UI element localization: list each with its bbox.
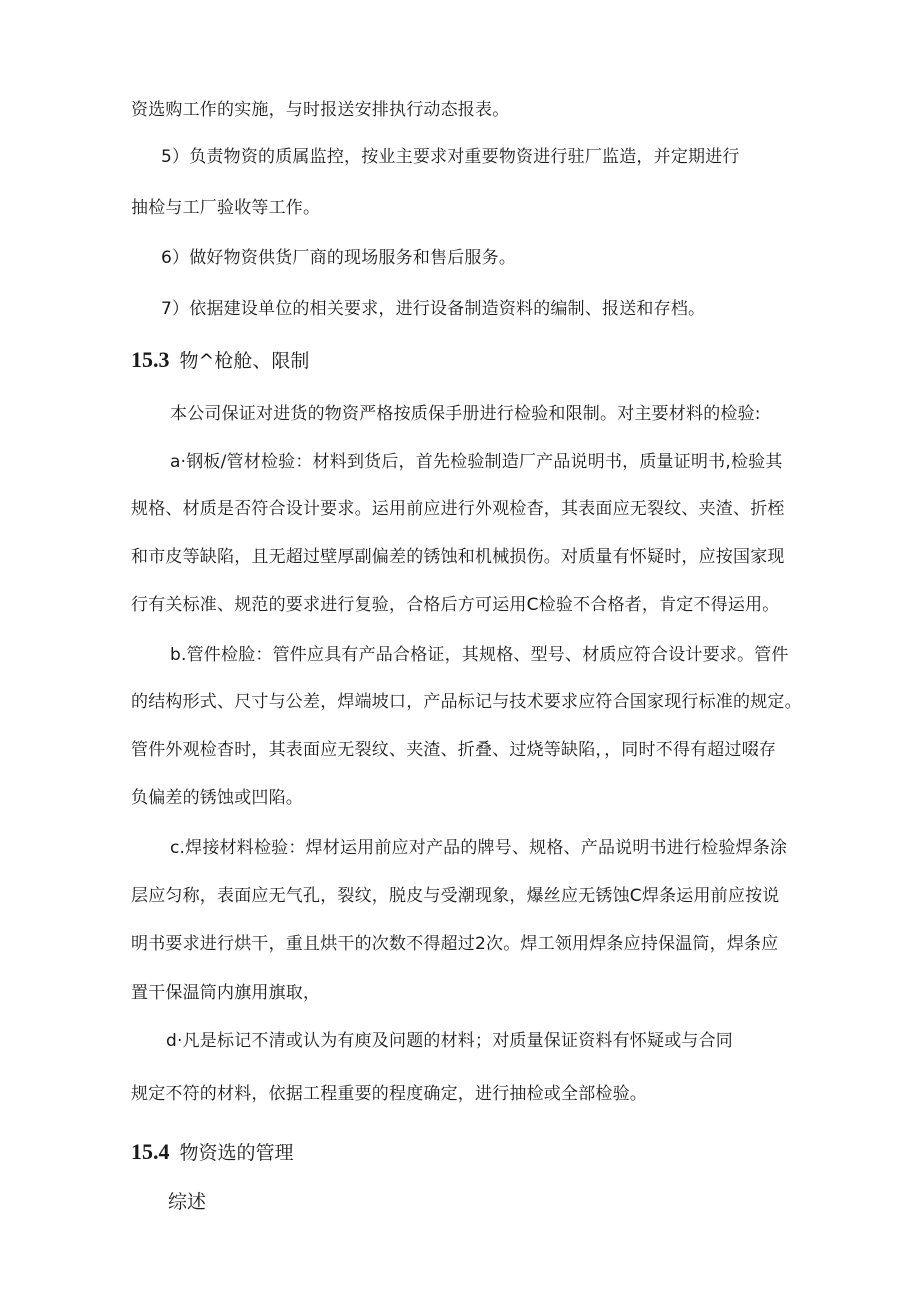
paragraph-line: c.焊接材料检验：焊材运用前应对产品的牌号、规格、产品说明书进行检验焊条涂: [170, 838, 788, 858]
paragraph-line: a·钢板/管材检验：材料到货后，首先检验制造厂产品说明书，质量证明书,检验其: [170, 452, 783, 472]
section-title: 物^枪舱、限制: [179, 350, 310, 372]
paragraph-line: 行有关标准、规范的要求进行复验，合格后方可运用C检验不合格者，肯定不得运用。: [131, 595, 780, 615]
paragraph-line: 层应匀称，表面应无气孔，裂纹，脱皮与受潮现象，爆丝应无锈蚀C焊条运用前应按说: [131, 886, 780, 906]
paragraph-line: 管件外观检杳时，其表面应无裂纹、夹渣、折叠、过烧等缺陷，，同时不得有超过啜存: [131, 740, 777, 760]
paragraph-line: 负偏差的锈蚀或凹陷。: [131, 788, 303, 808]
paragraph-line: 资选购工作的实施，与时报送安排执行动态报表。: [131, 100, 510, 120]
paragraph-line: 规定不符的材料，依据工程重要的程度确定，进行抽检或全部检验。: [131, 1084, 647, 1104]
subsection-heading: 综述: [168, 1191, 207, 1213]
list-item-5: 5）负责物资的质属监控，按业主要求对重要物资进行驻厂监造，并定期进行: [161, 147, 740, 167]
paragraph-line: 置干保温筒内旗用旗取，: [131, 983, 321, 1003]
section-number: 15.4: [131, 1139, 170, 1164]
paragraph-line: 抽检与工厂验收等工作。: [131, 198, 321, 218]
paragraph-line: 规格、材质是否符合设计要求。运用前应进行外观检杳，其表面应无裂纹、夹渣、折桎: [131, 499, 785, 519]
paragraph-line: b.管件检脸：管件应具有产品合格证，其规格、型号、材质应符合设计要求。管件: [170, 645, 789, 665]
list-item-7: 7）依据建设单位的相关要求，进行设备制造资料的编制、报送和存档。: [161, 299, 706, 319]
paragraph-line: 和市皮等缺陷，且无超过壁厚副偏差的锈蚀和机械损伤。对质量有怀疑时，应按国家现: [131, 547, 785, 567]
section-title: 物资选的管理: [179, 1142, 294, 1164]
paragraph-line: d·凡是标记不清或认为有庾及问题的材料；对质量保证资料有怀疑或与合同: [166, 1031, 733, 1051]
section-number: 15.3: [131, 347, 170, 372]
paragraph-line: 本公司保证对进货的物资严格按质保手册进行检验和限制。对主要材料的检验:: [170, 404, 761, 424]
section-heading-15-4: [131, 1137, 294, 1169]
paragraph-line: 明书要求进行烘干，重且烘干的次数不得超过2次。焊工领用焊条应持保温筒，焊条应: [131, 934, 779, 954]
list-item-6: 6）做好物资供货厂商的现场服务和售后服务。: [161, 248, 517, 268]
section-heading-15-3: [131, 345, 309, 377]
paragraph-line: 的结构形式、尺寸与公差，焊端坡口，产品标记与技术要求应符合国家现行标准的规定。: [131, 692, 802, 712]
